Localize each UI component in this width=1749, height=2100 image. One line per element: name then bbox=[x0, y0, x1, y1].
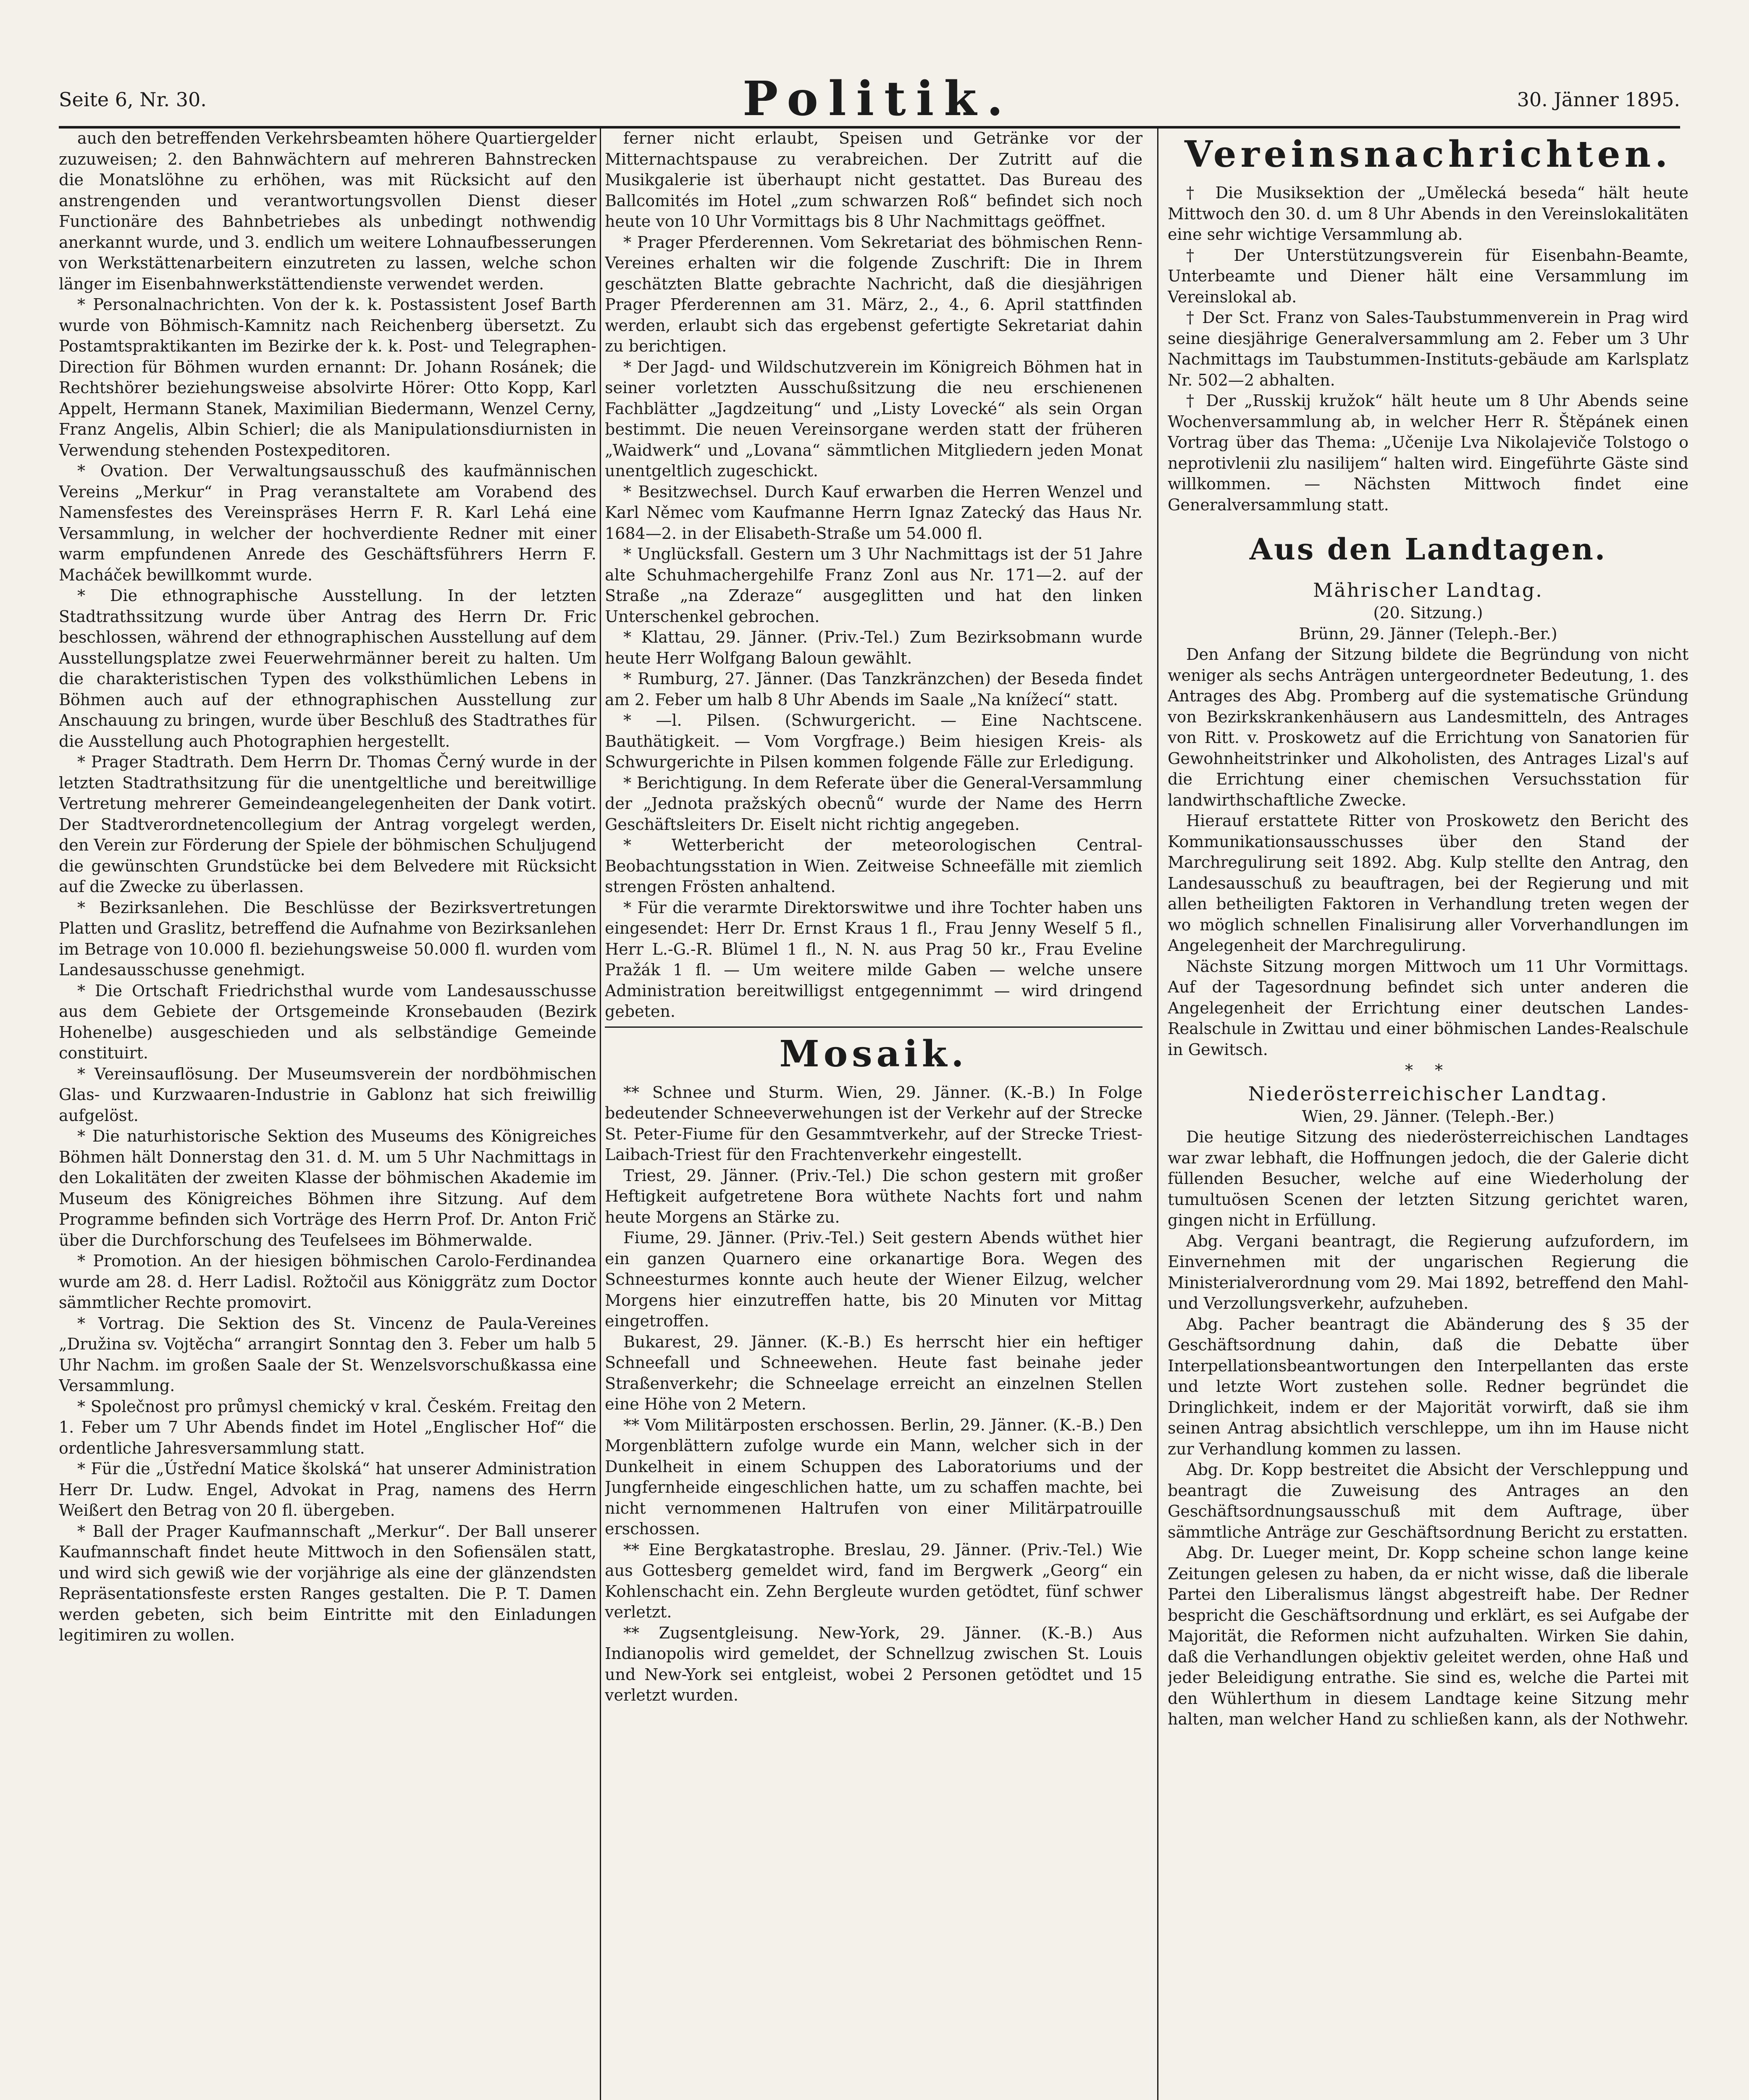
article-paragraph: † Die Musiksektion der „Umělecká beseda“ hält heute Mittwoch den 30. d. um 8 Uhr Abends in den Vereinslokalitäten eine sehr wichtige Versammlung ab. bbox=[1168, 184, 1689, 244]
section-masthead: Politik. bbox=[743, 71, 1013, 126]
sitzung-number: (20. Sitzung.) bbox=[1373, 604, 1483, 622]
dateline: Wien, 29. Jänner. (Teleph.-Ber.) bbox=[1302, 1107, 1555, 1126]
article-paragraph: Abg. Pacher beantragt die Abänderung des § 35 der Geschäftsordnung dahin, daß die Debatte über Interpellationsbeantwortungen den Interpellanten das erste und letzte Wort zustehen solle. Redner begründet die Dringlichkeit, indem er der Majorität vorwirft, daß sie ihm seinen Antrag absichtlich verschleppe, um ihn im Hause nicht zur Verhandlung kommen zu lassen. bbox=[1168, 1315, 1689, 1458]
article-paragraph: * Ovation. Der Verwaltungsausschuß des kaufmännischen Vereins „Merkur“ in Prag veranstaltete am Vorabend des Namensfestes des Vereinspräses Herrn F. R. Karl Lehá eine Versammlung, in welcher der hochverdiente Redner mit einer warm empfundenen Anrede des Geschäftsführers Herrn F. Macháček bewillkommt wurde. bbox=[59, 462, 596, 584]
dateline: Brünn, 29. Jänner (Teleph.-Ber.) bbox=[1299, 624, 1557, 643]
article-paragraph: Abg. Dr. Kopp bestreitet die Absicht der Verschleppung und beantragt die Zuweisung des Antrages an den Geschäftsordnungsausschuß mit dem Auftrage, über sämmtliche Anträge zur Geschäftsordnung Bericht zu erstatten. bbox=[1168, 1460, 1689, 1541]
article-paragraph: * Klattau, 29. Jänner. (Priv.-Tel.) Zum Bezirksobmann wurde heute Herr Wolfgang Baloun gewählt. bbox=[605, 628, 1142, 667]
article-paragraph: * Prager Pferderennen. Vom Sekretariat des böhmischen Renn-Vereines erhalten wir die folgende Zuschrift: Die in Ihrem geschätzten Blatte gebrachte Nachricht, daß die diesjährigen Prager Pferderennen am 31. März, 2., 4., 6. April stattfinden werden, erlaubt sich das ergebenst gefertigte Sekretariat dahin zu berichtigen. bbox=[605, 233, 1142, 355]
article-paragraph: * Für die „Ústřední Matice školská“ hat unserer Administration Herr Dr. Ludw. Engel, Advokat in Prag, namens des Herrn Weißert den Betrag von 20 fl. übergeben. bbox=[59, 1460, 596, 1520]
article-paragraph: ferner nicht erlaubt, Speisen und Getränke vor der Mitternachtspause zu verabreichen. Der Zutritt auf die Musikgalerie ist überhaupt nicht gestattet. Das Bureau des Ballcomités im Hotel „zum schwarzen Roß“ befindet sich noch heute von 10 Uhr Vormittags bis 8 Uhr Nachmittags geöffnet. bbox=[605, 129, 1142, 231]
article-paragraph: * Die ethnographische Ausstellung. In der letzten Stadtrathssitzung wurde über Antrag des Herrn Dr. Fric beschlossen, während der ethnographischen Ausstellung auf dem Ausstellungsplatze zwei Feuerwehrmänner bereit zu halten. Um die charakteristischen Typen des volksthümlichen Lebens in Böhmen auch auf der ethnographischen Ausstellung zur Anschauung zu bringen, wurde über Beschluß des Stadtrathes für die Ausstellung auch Photographien hergestellt. bbox=[59, 586, 596, 751]
mosaik-heading: Mosaik. bbox=[779, 1032, 968, 1075]
landtage-heading: Aus den Landtagen. bbox=[1249, 532, 1607, 567]
column-divider bbox=[1157, 128, 1158, 2100]
article-paragraph: Die heutige Sitzung des niederösterreichischen Landtages war zwar lebhaft, die Hoffnungen jedoch, die der Galerie dicht füllenden Besucher, welche auf eine Wiederholung der tumultuösen Scenen der letzten Sitzung gerichtet waren, gingen nicht in Erfüllung. bbox=[1168, 1128, 1689, 1229]
article-paragraph: * Die Ortschaft Friedrichsthal wurde vom Landesausschusse aus dem Gebiete der Ortsgemeinde Kronsebauden (Bezirk Hohenelbe) ausgeschieden und als selbständige Gemeinde constituirt. bbox=[59, 981, 596, 1062]
niederoesterreich-landtag-subhead: Niederösterreichischer Landtag. bbox=[1248, 1082, 1608, 1105]
page-header bbox=[59, 71, 1680, 126]
page-number-label: Seite 6, Nr. 30. bbox=[59, 88, 207, 111]
issue-date: 30. Jänner 1895. bbox=[1517, 88, 1680, 111]
column-divider bbox=[600, 128, 601, 2100]
article-paragraph: * Promotion. An der hiesigen böhmischen Carolo-Ferdinandea wurde am 28. d. Herr Ladisl. Rožtočil aus Königgrätz zum Doctor sämmtlicher Rechte promovirt. bbox=[59, 1252, 596, 1312]
article-paragraph: * Unglücksfall. Gestern um 3 Uhr Nachmittags ist der 51 Jahre alte Schuhmachergehilfe Franz Zonl aus Nr. 171—2. auf der Straße „na Zderaze“ ausgeglitten und hat den linken Unterschenkel gebrochen. bbox=[605, 545, 1142, 626]
article-paragraph: * Bezirksanlehen. Die Beschlüsse der Bezirksvertretungen Platten und Graslitz, betreffend die Aufnahme von Bezirksanlehen im Betrage von 10.000 fl. beziehungsweise 50.000 fl. wurden vom Landesausschusse genehmigt. bbox=[59, 898, 596, 979]
article-paragraph: * Wetterbericht der meteorologischen Central-Beobachtungsstation in Wien. Zeitweise Schneefälle mit ziemlich strengen Frösten anhaltend. bbox=[605, 836, 1142, 896]
article-paragraph: † Der Sct. Franz von Sales-Taubstummenverein in Prag wird seine diesjährige Generalversammlung am 2. Feber um 3 Uhr Nachmittags im Taubstummen-Instituts-gebäude am Karlsplatz Nr. 502—2 abhalten. bbox=[1168, 308, 1689, 389]
section-rule bbox=[605, 1026, 1142, 1028]
article-paragraph: Triest, 29. Jänner. (Priv.-Tel.) Die schon gestern mit großer Heftigkeit aufgetretene Bora wüthete Nachts fort und nahm heute Morgens an Stärke zu. bbox=[605, 1166, 1142, 1226]
article-paragraph: auch den betreffenden Verkehrsbeamten höhere Quartiergelder zuzuweisen; 2. den Bahnwächtern auf mehreren Bahnstrecken die Monatslöhne zu erhöhen, was mit Rücksicht auf den anstrengenden und verantwortungsvollen Dienst dieser Functionäre des Bahnbetriebes als unbedingt nothwendig anerkannt wurde, und 3. endlich um weitere Lohnaufbesserungen von Werkstättenarbeitern einzutreten zu lassen, welche schon länger im Eisenbahnwerkstättendienste verwendet werden. bbox=[59, 129, 596, 293]
article-paragraph: * Vereinsauflösung. Der Museumsverein der nordböhmischen Glas- und Kurzwaaren-Industrie in Gablonz hat sich freiwillig aufgelöst. bbox=[59, 1064, 596, 1125]
article-paragraph: Fiume, 29. Jänner. (Priv.-Tel.) Seit gestern Abends wüthet hier ein ganzen Quarnero eine orkanartige Bora. Wegen des Schneesturmes konnte auch heute der Wiener Eilzug, welcher Morgens hier einzutreffen hatte, bis 20 Minuten vor Mittag eingetroffen. bbox=[605, 1228, 1142, 1330]
maehrischer-landtag-subhead: Mährischer Landtag. bbox=[1313, 579, 1543, 601]
article-paragraph: * Besitzwechsel. Durch Kauf erwarben die Herren Wenzel und Karl Němec vom Kaufmanne Herrn Ignaz Zatecký das Haus Nr. 1684—2. in der Elisabeth-Straße um 54.000 fl. bbox=[605, 482, 1142, 543]
section-separator: * * bbox=[1405, 1061, 1452, 1079]
article-paragraph: * —l. Pilsen. (Schwurgericht. — Eine Nachtscene. Bauthätigkeit. — Vom Vorgfrage.) Beim hiesigen Kreis- als Schwurgerichte in Pilsen kommen folgende Fälle zur Erledigung. bbox=[605, 711, 1142, 771]
article-paragraph: Bukarest, 29. Jänner. (K.-B.) Es herrscht hier ein heftiger Schneefall und Schneewehen. Heute fast beinahe jeder Straßenverkehr; die Schneelage erreicht an einzelnen Stellen eine Höhe von 2 Metern. bbox=[605, 1332, 1142, 1413]
article-paragraph: Abg. Vergani beantragt, die Regierung aufzufordern, im Einvernehmen mit der ungarischen Regierung die Ministerialverordnung vom 29. Mai 1892, betreffend den Mahl- und Verzollungsverkehr, aufzuheben. bbox=[1168, 1231, 1689, 1312]
article-paragraph: Abg. Dr. Lueger meint, Dr. Kopp scheine schon lange keine Zeitungen gelesen zu haben, da er nicht wisse, daß die liberale Partei den Liberalismus längst abgestreift habe. Der Redner bespricht die Geschäftsordnung und erklärt, es sei Aufgabe der Majorität, die Reformen nicht aufzuhalten. Wirken Sie dahin, daß die Verhandlungen objektiv geleitet werden, ohne Haß und jeder Beleidigung entrathe. Sie sind es, welche die Partei mit den Wühlerthum in diesem Landtage keine Sitzung mehr halten, man welcher Hand zu schließen kann, als der Nothwehr. bbox=[1168, 1544, 1689, 1728]
article-paragraph: * Der Jagd- und Wildschutzverein im Königreich Böhmen hat in seiner vorletzten Ausschußsitzung die neu erschienenen Fachblätter „Jagdzeitung“ und „Listy Lovecké“ als sein Organ bestimmt. Die neuen Vereinsorgane werden statt der früheren „Waidwerk“ und „Lovana“ sämmtlichen Mitgliedern jeden Monat unentgeltlich zugeschickt. bbox=[605, 357, 1142, 480]
article-paragraph: * Společnost pro průmysl chemický v kral. Českém. Freitag den 1. Feber um 7 Uhr Abends findet im Hotel „Englischer Hof“ die ordentliche Jahresversammlung statt. bbox=[59, 1397, 596, 1457]
article-paragraph: * Prager Stadtrath. Dem Herrn Dr. Thomas Černý wurde in der letzten Stadtrathsitzung für die unentgeltliche und bereitwillige Vertretung mehrerer Gemeindeangelegenheiten der Dank votirt. Der Stadtverordnetencollegium der Antrag vorgelegt werden, den Verein zur Förderung der Spiele der böhmischen Schuljugend die gewünschten Grundstücke bei dem Belvedere mit Rücksicht auf die Zwecke zu überlassen. bbox=[59, 753, 596, 896]
article-paragraph: † Der Unterstützungsverein für Eisenbahn-Beamte, Unterbeamte und Diener hält eine Versammlung im Vereinslokal ab. bbox=[1168, 246, 1689, 306]
column-1 bbox=[59, 128, 596, 2100]
column-3 bbox=[1168, 128, 1689, 2100]
article-paragraph: * Ball der Prager Kaufmannschaft „Merkur“. Der Ball unserer Kaufmannschaft findet heute Mittwoch in den Sofiensälen statt, und wird sich gewiß wie der vorjährige als eine der glänzendsten Repräsentationsfeste ersten Ranges gestalten. Die P. T. Damen werden gebeten, sich beim Eintritte mit den Einladungen legitimiren zu wollen. bbox=[59, 1522, 596, 1644]
article-paragraph: Hierauf erstattete Ritter von Proskowetz den Bericht des Kommunikationsausschusses über den Stand der Marchregulirung seit 1892. Abg. Kulp stellte den Antrag, den Landesausschuß zu beauftragen, bei der Regierung und mit allen betheiligten Faktoren in Verhandlung treten wegen der wo möglich schnellen Finalisirung aller Vorverhandlungen im Angelegenheit der Marchregulirung. bbox=[1168, 811, 1689, 955]
article-paragraph: ** Eine Bergkatastrophe. Breslau, 29. Jänner. (Priv.-Tel.) Wie aus Gottesberg gemeldet wird, fand im Bergwerk „Georg“ ein Kohlenschacht ein. Zehn Bergleute wurden getödtet, fünf schwer verletzt. bbox=[605, 1540, 1142, 1621]
article-paragraph: * Die naturhistorische Sektion des Museums des Königreiches Böhmen hält Donnerstag den 31. d. M. um 5 Uhr Nachmittags in den Lokalitäten der zweiten Klasse der böhmischen Akademie im Museum des Königreiches Böhmen ihre Sitzung. Auf dem Programme befinden sich Vorträge des Herrn Prof. Dr. Anton Frič über die Durchforschung des Teufelsees im Böhmerwalde. bbox=[59, 1127, 596, 1250]
article-paragraph: * Für die verarmte Direktorswitwe und ihre Tochter haben uns eingesendet: Herr Dr. Ernst Kraus 1 fl., Frau Jenny Weself 5 fl., Herr L.-G.-R. Blümel 1 fl., N. N. aus Prag 50 kr., Frau Eveline Pražák 1 fl. — Um weitere milde Gaben — welche unsere Administration bereitwilligst entgegennimmt — wird dringend gebeten. bbox=[605, 898, 1142, 1021]
article-paragraph: * Rumburg, 27. Jänner. (Das Tanzkränzchen) der Beseda findet am 2. Feber um halb 8 Uhr Abends im Saale „Na knížecí“ statt. bbox=[605, 669, 1142, 709]
article-paragraph: * Personalnachrichten. Von der k. k. Postassistent Josef Barth wurde von Böhmisch-Kamnitz nach Reichenberg übersetzt. Zu Postamtspraktikanten im Bezirke der k. k. Post- und Telegraphen-Direction für Böhmen wurden ernannt: Dr. Johann Rosánek; die Rechtshörer beziehungsweise absolvirte Hörer: Otto Kopp, Karl Appelt, Hermann Stanek, Maximilian Biedermann, Wenzel Cerny, Franz Angelis, Albin Schierl; die als Manipulationsdiurnisten in Verwendung stehenden Postexpeditoren. bbox=[59, 295, 596, 459]
article-paragraph: † Der „Russkij kružok“ hält heute um 8 Uhr Abends seine Wochenversammlung ab, in welcher Herr R. Štěpánek einen Vortrag über das Thema: „Učenije Lva Nikolajeviče Tolstogo o neprotivlenii zlu nasilijem“ halten wird. Eingeführte Gäste sind willkommen. — Nächsten Mittwoch findet eine Generalversammlung statt. bbox=[1168, 391, 1689, 514]
article-paragraph: Nächste Sitzung morgen Mittwoch um 11 Uhr Vormittags. Auf der Tagesordnung befindet sich unter anderen die Angelegenheit der Errichtung einer deutschen Landes-Realschule in Zwittau und einer böhmischen Landes-Realschule in Gewitsch. bbox=[1168, 957, 1689, 1059]
article-paragraph: * Vortrag. Die Sektion des St. Vincenz de Paula-Vereines „Družina sv. Vojtěcha“ arrangirt Sonntag den 3. Feber um halb 5 Uhr Nachm. im großen Saale der St. Wenzelsvorschußkassa eine Versammlung. bbox=[59, 1314, 596, 1395]
article-paragraph: ** Zugsentgleisung. New-York, 29. Jänner. (K.-B.) Aus Indianopolis wird gemeldet, der Schnellzug zwischen St. Louis und New-York sei entgleist, wobei 2 Personen getödtet und 15 verletzt wurden. bbox=[605, 1623, 1142, 1704]
vereinsnachrichten-heading: Vereinsnachrichten. bbox=[1184, 133, 1672, 176]
article-paragraph: ** Vom Militärposten erschossen. Berlin, 29. Jänner. (K.-B.) Den Morgenblättern zufolge wurde ein Mann, welcher sich in der Dunkelheit in einem Schuppen des Laboratoriums und der Jungfernheide eingeschlichen hatte, um zu schaffen machte, bei nicht vernommenen Haltrufen von einer Militärpatrouille erschossen. bbox=[605, 1415, 1142, 1538]
article-paragraph: * Berichtigung. In dem Referate über die General-Versammlung der „Jednota pražských obecnů“ wurde der Name des Herrn Geschäftsleiters Dr. Eiselt nicht richtig angegeben. bbox=[605, 773, 1142, 834]
column-2 bbox=[605, 128, 1142, 2100]
article-paragraph: Den Anfang der Sitzung bildete die Begründung von nicht weniger als sechs Anträgen untergeordneter Bedeutung, 1. des Antrages des Abg. Promberg auf die systematische Gründung von Bezirkskrankenhäusern aus Landesmitteln, des Antrages von Ritt. v. Proskowetz auf die Errichtung von Sanatorien für Gewohnheitstrinker und Alkoholisten, des Antrages Lizal's auf die Errichtung einer chemischen Versuchsstation für landwirthschaftliche Zwecke. bbox=[1168, 645, 1689, 809]
article-paragraph: ** Schnee und Sturm. Wien, 29. Jänner. (K.-B.) In Folge bedeutender Schneeverwehungen ist der Verkehr auf der Strecke St. Peter-Fiume für den Gesammtverkehr, auf der Strecke Triest-Laibach-Triest für den Frachtenverkehr eingestellt. bbox=[605, 1083, 1142, 1164]
